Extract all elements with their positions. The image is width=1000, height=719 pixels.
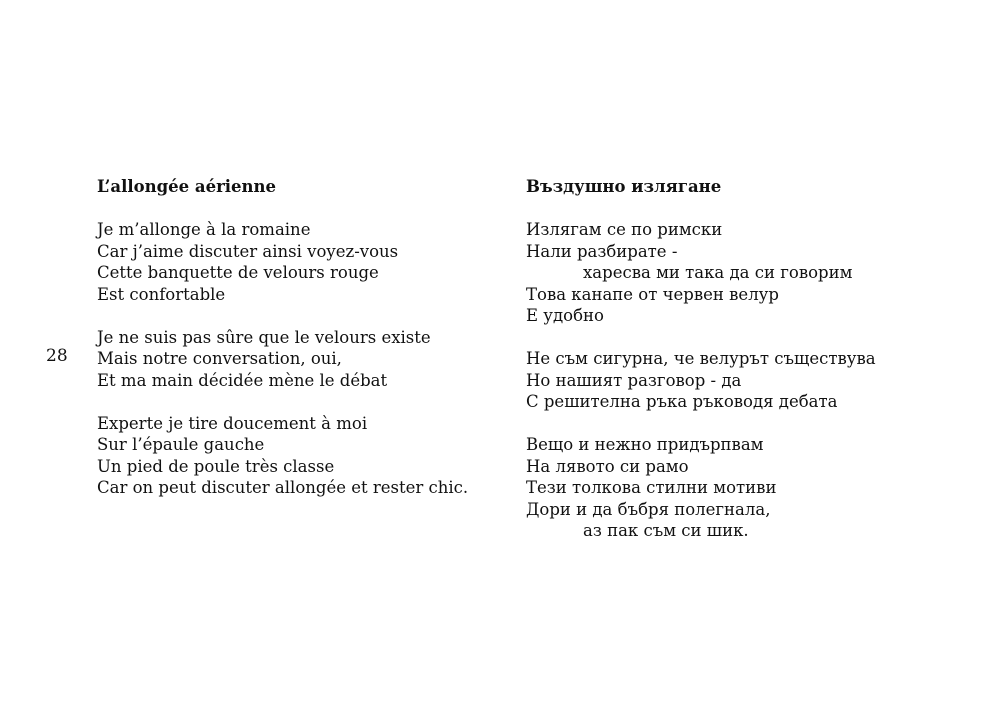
page-number: 28	[46, 346, 68, 366]
poem-line: Тези толкова стилни мотиви	[526, 478, 777, 497]
poem-line: аз пак съм си шик.	[583, 521, 749, 540]
poem-line: На лявото си рамо	[526, 456, 689, 476]
poem-line: Est confortable	[97, 284, 226, 304]
poem-line: Но нашият разговор - да	[526, 370, 742, 390]
french-poem-title: L’allongée aérienne	[97, 177, 277, 196]
poem-line: Car on peut discuter allongée et rester chic.	[97, 478, 469, 497]
bulgarian-poem-title: Въздушно излягане	[526, 177, 722, 196]
stanza	[526, 348, 946, 413]
poem-line: Дори и да бъбря полегнала,	[526, 499, 771, 519]
poem-line: Вещо и нежно придърпвам	[526, 435, 764, 454]
poem-line: Е удобно	[526, 306, 604, 325]
poem-line: Не съм сигурна, че велурът съществува	[526, 349, 876, 368]
poem-line: Experte je tire doucement à moi	[97, 413, 368, 433]
poem-line: Je ne suis pas sûre que le velours existe	[97, 327, 431, 347]
poem-line: Sur l’épaule gauche	[97, 435, 265, 454]
poem-line: Излягам се по римски	[526, 220, 723, 239]
stanza	[97, 327, 477, 392]
poem-line: Un pied de poule très classe	[97, 456, 335, 476]
poem-line: Car j’aime discuter ainsi voyez-vous	[97, 241, 399, 261]
poem-line: Cette banquette de velours rouge	[97, 263, 379, 282]
stanza	[526, 219, 946, 327]
stanza	[526, 434, 946, 542]
poem-line: Нали разбирате -	[526, 241, 678, 261]
poem-line: С решителна ръка ръководя дебата	[526, 392, 838, 411]
poem-line: Mais notre conversation, oui,	[97, 349, 342, 368]
bulgarian-poem	[526, 176, 946, 542]
poem-line: Това канапе от червен велур	[526, 284, 779, 304]
poem-line: Et ma main décidée mène le débat	[97, 370, 388, 390]
poem-line: харесва ми така да си говорим	[583, 263, 853, 282]
poem-line: Je m’allonge à la romaine	[97, 220, 311, 239]
stanza	[97, 219, 477, 305]
french-poem	[97, 176, 477, 499]
stanza	[97, 413, 477, 499]
